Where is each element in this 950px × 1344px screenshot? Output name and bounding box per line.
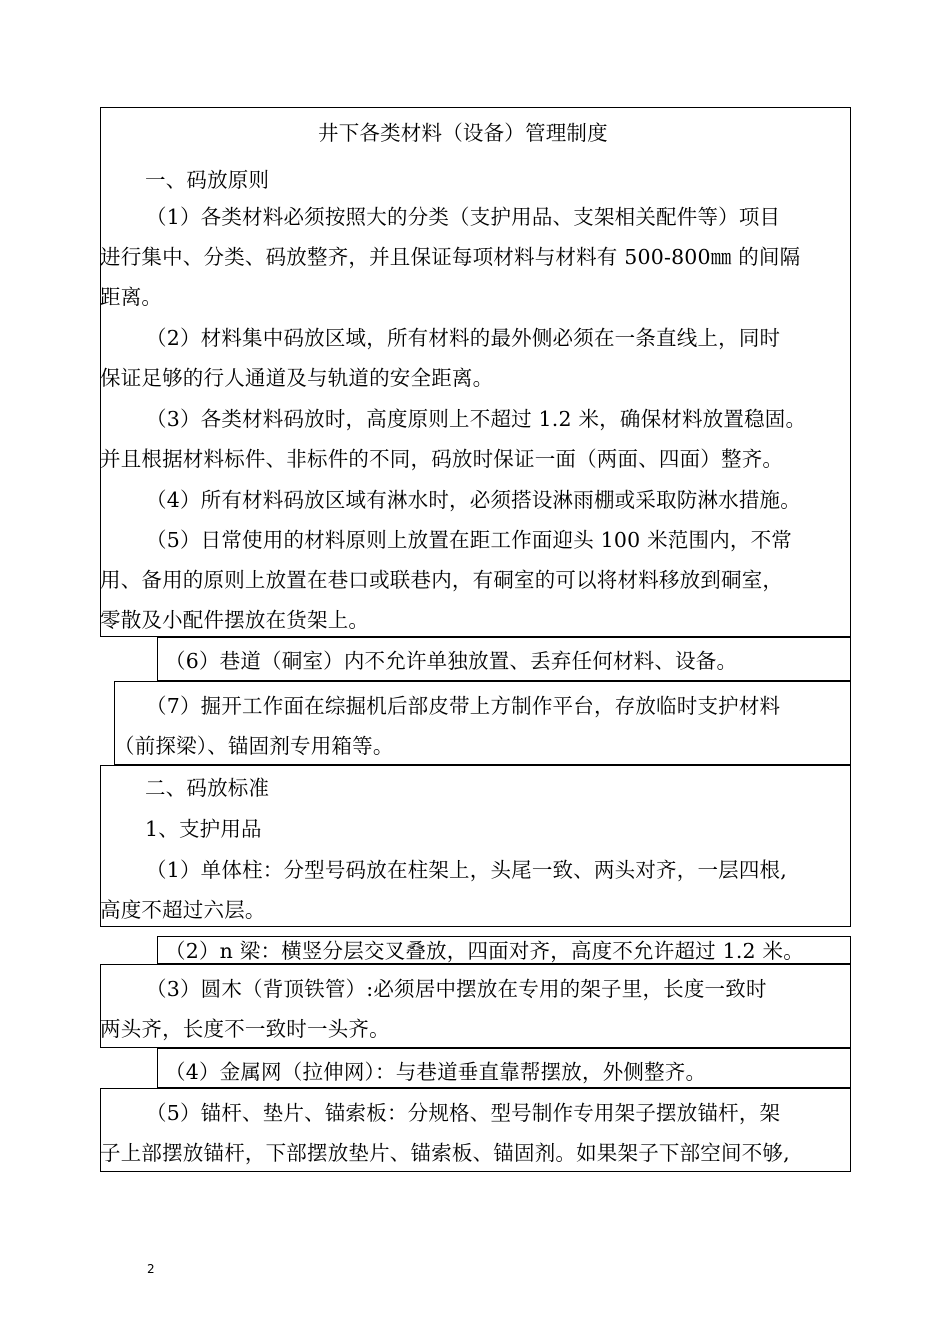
paragraph-line: 并且根据材料标件、非标件的不同，码放时保证一面（两面、四面）整齐。 bbox=[100, 447, 784, 471]
page-number: 2 bbox=[147, 1262, 155, 1276]
paragraph-line: （前探梁）、锚固剂专用箱等。 bbox=[114, 734, 394, 758]
paragraph-line: （7）掘开工作面在综掘机后部皮带上方制作平台，存放临时支护材料 bbox=[146, 694, 781, 718]
paragraph-line: （1）单体柱：分型号码放在柱架上，头尾一致、两头对齐，一层四根, bbox=[146, 858, 787, 882]
paragraph-line: 两头齐，长度不一致时一头齐。 bbox=[100, 1017, 390, 1041]
paragraph-line: （5）日常使用的材料原则上放置在距工作面迎头 100 米范围内，不常 bbox=[146, 528, 793, 552]
paragraph-line: （6）巷道（硐室）内不允许单独放置、丢弃任何材料、设备。 bbox=[165, 649, 738, 673]
paragraph-line: 距离。 bbox=[100, 285, 163, 309]
paragraph-line: 进行集中、分类、码放整齐，并且保证每项材料与材料有 500-800㎜ 的间隔 bbox=[100, 245, 801, 269]
paragraph-line: 子上部摆放锚杆，下部摆放垫片、锚索板、锚固剂。如果架子下部空间不够, bbox=[100, 1141, 790, 1165]
paragraph-line: （4）所有材料码放区域有淋水时，必须搭设淋雨棚或采取防淋水措施。 bbox=[146, 488, 801, 512]
subsection-heading: 1、支护用品 bbox=[145, 817, 262, 841]
paragraph-line: （2）n 梁：横竖分层交叉叠放，四面对齐，高度不允许超过 1.2 米。 bbox=[165, 939, 804, 963]
paragraph-line: （2）材料集中码放区域，所有材料的最外侧必须在一条直线上，同时 bbox=[146, 326, 781, 350]
paragraph-line: 零散及小配件摆放在货架上。 bbox=[100, 608, 370, 632]
document-title: 井下各类材料（设备）管理制度 bbox=[318, 121, 608, 145]
paragraph-line: 保证足够的行人通道及与轨道的安全距离。 bbox=[100, 366, 494, 390]
paragraph-line: （4）金属网（拉伸网）：与巷道垂直靠帮摆放，外侧整齐。 bbox=[165, 1060, 707, 1084]
paragraph-line: （5）锚杆、垫片、锚索板：分规格、型号制作专用架子摆放锚杆，架 bbox=[146, 1101, 781, 1125]
section-heading: 二、码放标准 bbox=[145, 776, 270, 800]
paragraph-line: 高度不超过六层。 bbox=[100, 898, 266, 922]
paragraph-line: （1）各类材料必须按照大的分类（支护用品、支架相关配件等）项目 bbox=[146, 205, 781, 229]
paragraph-line: （3）圆木（背顶铁管）:必须居中摆放在专用的架子里，长度一致时 bbox=[146, 977, 767, 1001]
paragraph-line: 用、备用的原则上放置在巷口或联巷内，有硐室的可以将材料移放到硐室， bbox=[100, 568, 784, 592]
section-heading: 一、码放原则 bbox=[145, 168, 270, 192]
paragraph-line: （3）各类材料码放时，高度原则上不超过 1.2 米，确保材料放置稳固。 bbox=[146, 407, 807, 431]
